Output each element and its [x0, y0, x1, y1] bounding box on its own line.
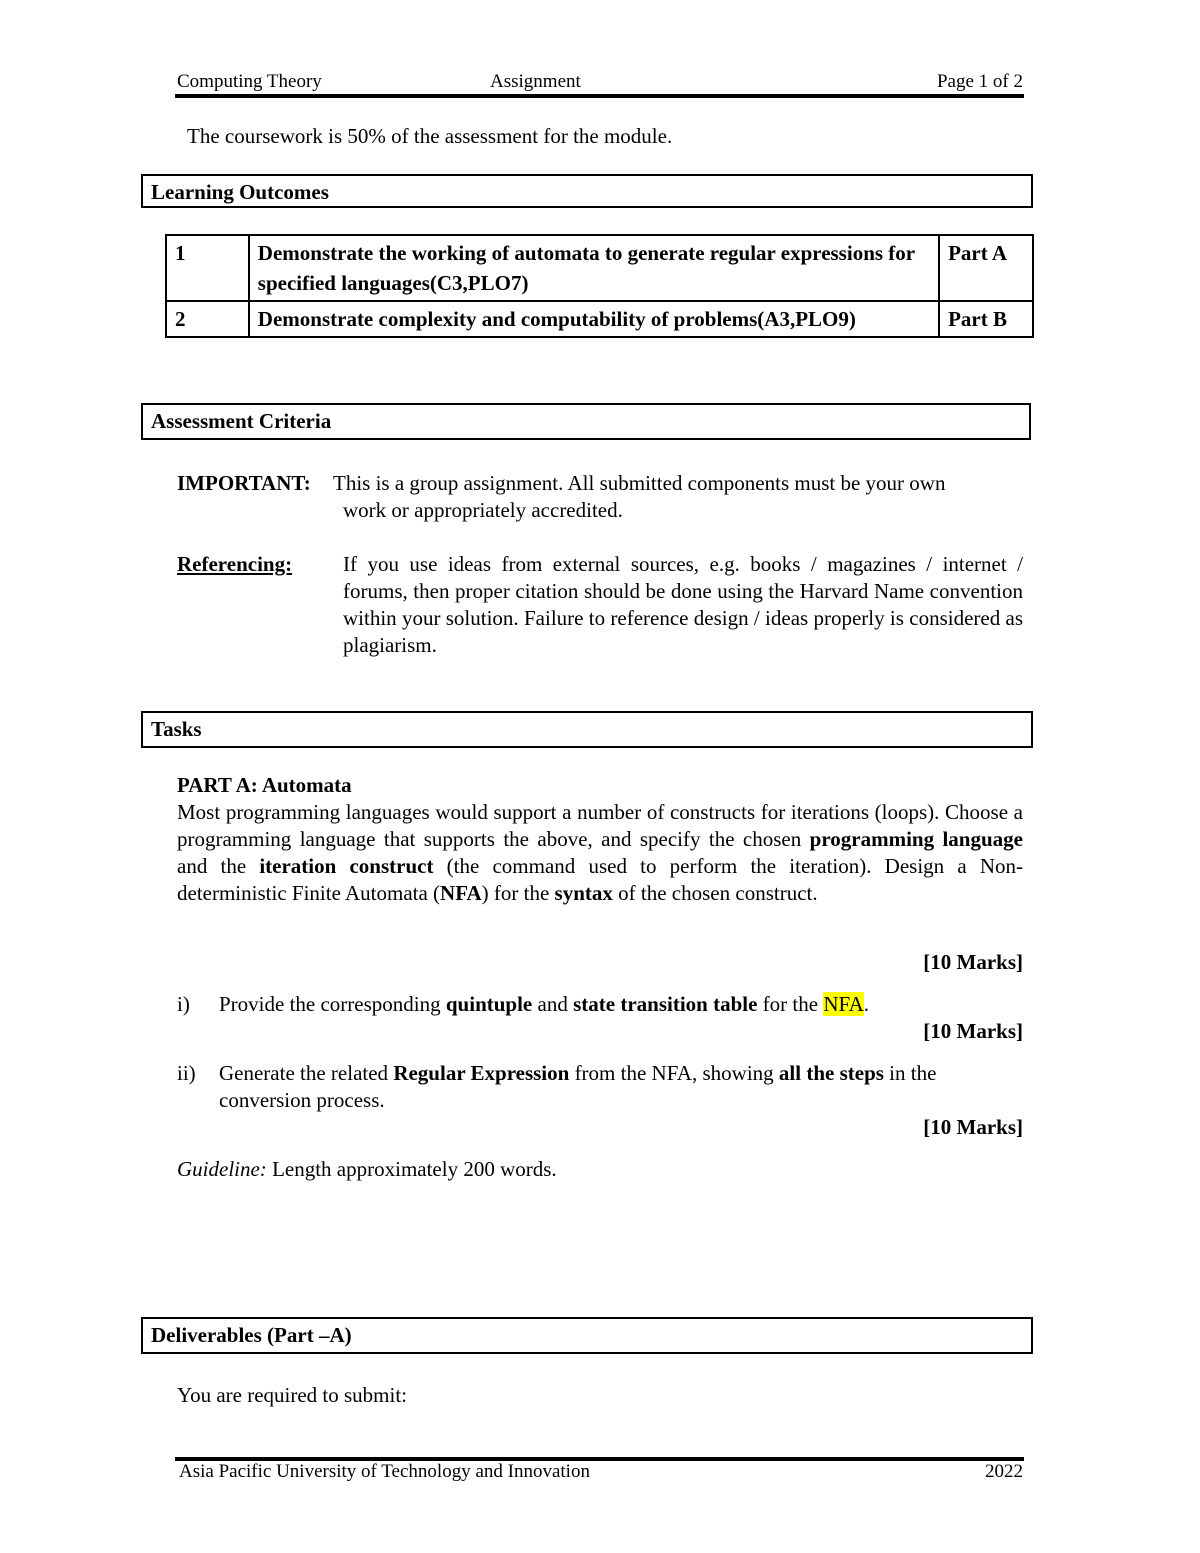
item-bold: all the steps: [778, 1061, 884, 1085]
item-text: in the conversion process.: [219, 1061, 937, 1112]
part-a-paragraph: [177, 799, 1023, 907]
header-doc-type: Assignment: [490, 71, 581, 92]
paragraph-text: Most programming languages would support a number of constructs for iterations (loops). Choose a programming language that supports the above, and specify the chosen: [177, 800, 1023, 851]
outcome-part: Part A: [939, 235, 1033, 301]
item-i-marks: [10 Marks]: [923, 1019, 1023, 1043]
guideline-label: Guideline:: [177, 1157, 267, 1181]
highlighted-nfa: NFA: [823, 992, 864, 1016]
header-page-number: Page 1 of 2: [936, 71, 1023, 92]
deliverables-heading: Deliverables (Part –A): [151, 1323, 352, 1347]
outcome-text: Demonstrate complexity and computability of problems(A3,PLO9): [249, 301, 939, 337]
paragraph-bold: syntax: [554, 881, 613, 905]
table-row: [166, 235, 1033, 301]
deliverables-text: You are required to submit:: [177, 1383, 408, 1407]
part-a-title: PART A: Automata: [177, 773, 352, 797]
paragraph-bold: iteration construct: [259, 854, 434, 878]
item-ii-text: [219, 1060, 1027, 1114]
footer-institution: Asia Pacific University of Technology and Innovation: [179, 1461, 590, 1482]
item-ii-number: ii): [177, 1061, 196, 1085]
important-text-line2: work or appropriately accredited.: [343, 498, 623, 522]
item-text: and: [532, 992, 574, 1016]
paragraph-bold: NFA: [440, 881, 482, 905]
assessment-criteria-heading: Assessment Criteria: [151, 409, 332, 433]
referencing-label: Referencing:: [177, 552, 293, 576]
learning-outcomes-heading-box: [141, 174, 1033, 208]
item-bold: Regular Expression: [393, 1061, 570, 1085]
item-ii-marks: [10 Marks]: [923, 1115, 1023, 1139]
marks-main: [10 Marks]: [923, 950, 1023, 974]
important-text-line1: This is a group assignment. All submitted components must be your own: [333, 471, 946, 495]
outcome-number: 2: [166, 301, 249, 337]
important-label: IMPORTANT:: [177, 471, 311, 495]
footer-year: 2022: [985, 1461, 1023, 1482]
paragraph-text: of the chosen construct.: [612, 881, 818, 905]
learning-outcomes-table: [165, 234, 1034, 338]
referencing-text: If you use ideas from external sources, e.g. books / magazines / internet / forums, then proper citation should be done using the Harvard Name convention within your solution. Failure to reference design / ideas properly is considered as plagiarism.: [343, 552, 1023, 657]
item-text: from the NFA, showing: [569, 1061, 779, 1085]
deliverables-heading-box: [141, 1317, 1033, 1354]
item-text: Generate the related: [219, 1061, 394, 1085]
guideline: [177, 1156, 557, 1183]
item-i-text: [219, 991, 1023, 1018]
outcome-number: 1: [166, 235, 249, 301]
paragraph-bold: programming language: [809, 827, 1023, 851]
paragraph-text: (the command used to perform the iteration). Design a Non-deterministic Finite Automata (: [177, 854, 1023, 905]
outcome-text: Demonstrate the working of automata to generate regular expressions for specified languages(C3,PLO7): [249, 235, 939, 301]
tasks-heading: Tasks: [151, 717, 202, 741]
tasks-heading-box: [141, 711, 1033, 748]
guideline-text: Length approximately 200 words.: [266, 1157, 557, 1181]
paragraph-text: ) for the: [481, 881, 555, 905]
item-text: for the: [757, 992, 824, 1016]
item-i-number: i): [177, 992, 190, 1016]
outcome-part: Part B: [939, 301, 1033, 337]
header-course: Computing Theory: [177, 71, 322, 92]
item-text: Provide the corresponding: [219, 992, 446, 1016]
item-bold: state transition table: [573, 992, 758, 1016]
paragraph-text: and the: [177, 854, 260, 878]
learning-outcomes-heading: Learning Outcomes: [151, 180, 329, 204]
item-bold: quintuple: [445, 992, 533, 1016]
assessment-criteria-heading-box: [141, 403, 1031, 440]
table-row: [166, 301, 1033, 337]
item-text: .: [863, 992, 870, 1016]
intro-text: The coursework is 50% of the assessment for the module.: [187, 124, 673, 148]
header-rule: [175, 94, 1024, 98]
